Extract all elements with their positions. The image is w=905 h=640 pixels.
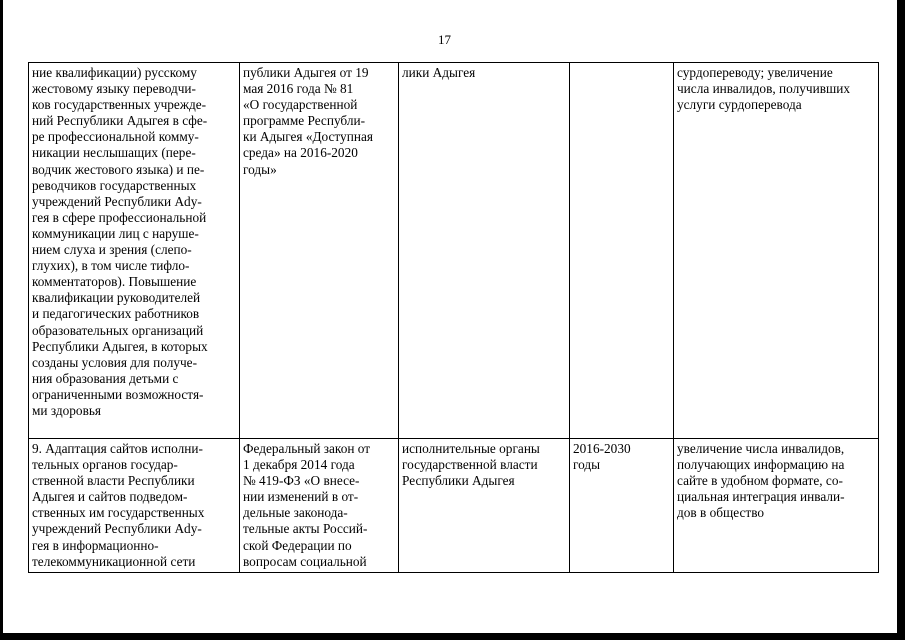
scan-bottom-edge: [0, 633, 905, 640]
table-cell-period: 2016-2030 годы: [570, 439, 674, 573]
table-cell-basis: Федеральный закон от 1 декабря 2014 года № 419-ФЗ «О внесе- нии изменений в от- дельные законода- тельные акты Россий- ской Федерации по вопросам социальной: [240, 439, 399, 573]
table-cell-measure: 9. Адаптация сайтов исполни- тельных органов государ- ственной власти Республики Адыгея и сайтов подведом- ственных им государственных учреждений Республики Ady- гея в информационно- телекоммуникационной сети: [29, 439, 240, 573]
table-cell-executor: исполнительные органы государственной власти Республики Адыгея: [399, 439, 570, 573]
table-cell-result: увеличение числа инвалидов, получающих информацию на сайте в удобном формате, со- циальная интеграция инвали- дов в общество: [674, 439, 879, 573]
table-cell-basis: публики Адыгея от 19 мая 2016 года № 81 «О государственной программе Республи- ки Адыгея «Доступная среда» на 2016-2020 годы»: [240, 63, 399, 439]
scan-right-edge: [897, 0, 905, 640]
program-table: [28, 62, 879, 573]
scan-left-edge: [0, 0, 3, 640]
table-cell-result: сурдопереводу; увеличение числа инвалидов, получивших услуги сурдоперевода: [674, 63, 879, 439]
table-row: [29, 63, 879, 439]
table-cell-measure: ние квалификации) русскому жестовому языку переводчи- ков государственных учрежде- ний Республики Адыгея в сфе- ре профессиональной комму- никации неслышащих (пере- водчик жестового языка) и пе- реводчиков государственных учреждений Республики Ady- гея в сфере профессиональной коммуникации лиц с наруше- нием слуха и зрения (слепо- глухих), в том числе тифло- комментаторов). Повышение квалификации руководителей и педагогических работников образовательных организаций Республики Адыгея, в которых созданы условия для получе- ния образования детьми с ограниченными возможностя- ми здоровья: [29, 63, 240, 439]
table-cell-executor: лики Адыгея: [399, 63, 570, 439]
table-row: [29, 439, 879, 573]
table-cell-period: [570, 63, 674, 439]
page-number: 17: [438, 32, 451, 47]
